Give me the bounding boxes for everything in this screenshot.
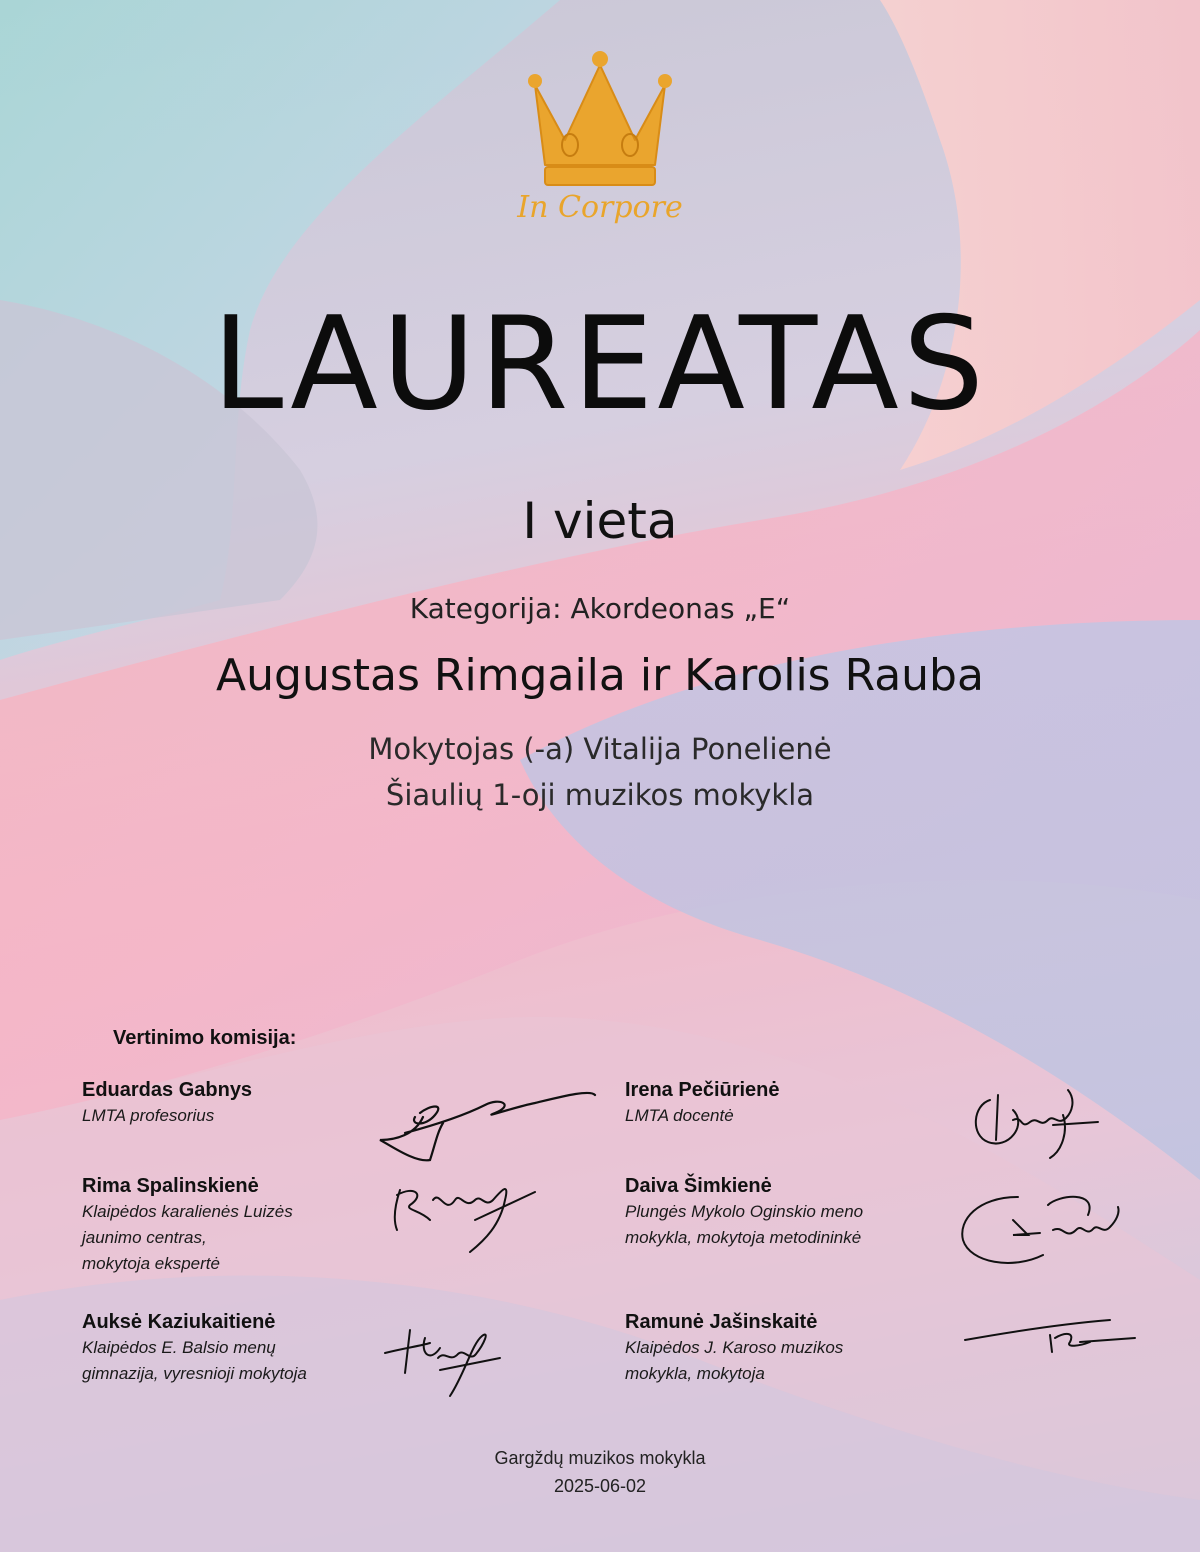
member-role: Klaipėdos J. Karoso muzikos mokykla, mokytoja (625, 1338, 844, 1383)
member-name: Irena Pečiūrienė (625, 1079, 780, 1101)
in-corpore-logo (505, 45, 695, 230)
signature-image (385, 1170, 545, 1260)
logo-text: In Corpore (517, 190, 683, 225)
footer (0, 1444, 1200, 1500)
signature-image (958, 1185, 1128, 1270)
committee-heading: Vertinimo komisija: (113, 1027, 297, 1049)
crown-icon (505, 45, 695, 230)
committee-member (625, 1077, 780, 1129)
place-label: I vieta (522, 492, 678, 550)
certificate-title: LAUREATAS (212, 290, 988, 439)
signature-image (968, 1080, 1103, 1165)
member-role: Klaipėdos karalienės Luizės jaunimo centras, mokytoja ekspertė (82, 1202, 293, 1273)
school-label: Šiaulių 1-oji muzikos mokykla (385, 778, 815, 812)
committee-member (625, 1173, 863, 1251)
member-name: Auksė Kaziukaitienė (82, 1311, 276, 1333)
member-role: LMTA profesorius (82, 1106, 215, 1125)
category-label: Kategorija: Akordeonas „E“ (409, 592, 791, 625)
committee-member (625, 1309, 843, 1387)
date-label: 2025-06-02 (553, 1476, 647, 1496)
committee-member (82, 1077, 252, 1129)
signature-image (380, 1318, 520, 1403)
member-role: LMTA docentė (625, 1106, 734, 1125)
laureate-names: Augustas Rimgaila ir Karolis Rauba (216, 650, 984, 701)
member-name: Rima Spalinskienė (82, 1175, 259, 1197)
signature-image (375, 1075, 600, 1170)
committee-member (82, 1173, 293, 1277)
organizer-label: Gargždų muzikos mokykla (494, 1448, 706, 1468)
committee-member (82, 1309, 307, 1387)
member-name: Daiva Šimkienė (625, 1175, 772, 1197)
member-name: Ramunė Jašinskaitė (625, 1311, 818, 1333)
member-name: Eduardas Gabnys (82, 1079, 253, 1101)
teacher-label: Mokytojas (-a) Vitalija Ponelienė (368, 732, 832, 766)
member-role: Plungės Mykolo Oginskio meno mokykla, mokytoja metodininkė (625, 1202, 864, 1247)
member-role: Klaipėdos E. Balsio menų gimnazija, vyresnioji mokytoja (82, 1338, 307, 1383)
signature-image (960, 1310, 1140, 1360)
